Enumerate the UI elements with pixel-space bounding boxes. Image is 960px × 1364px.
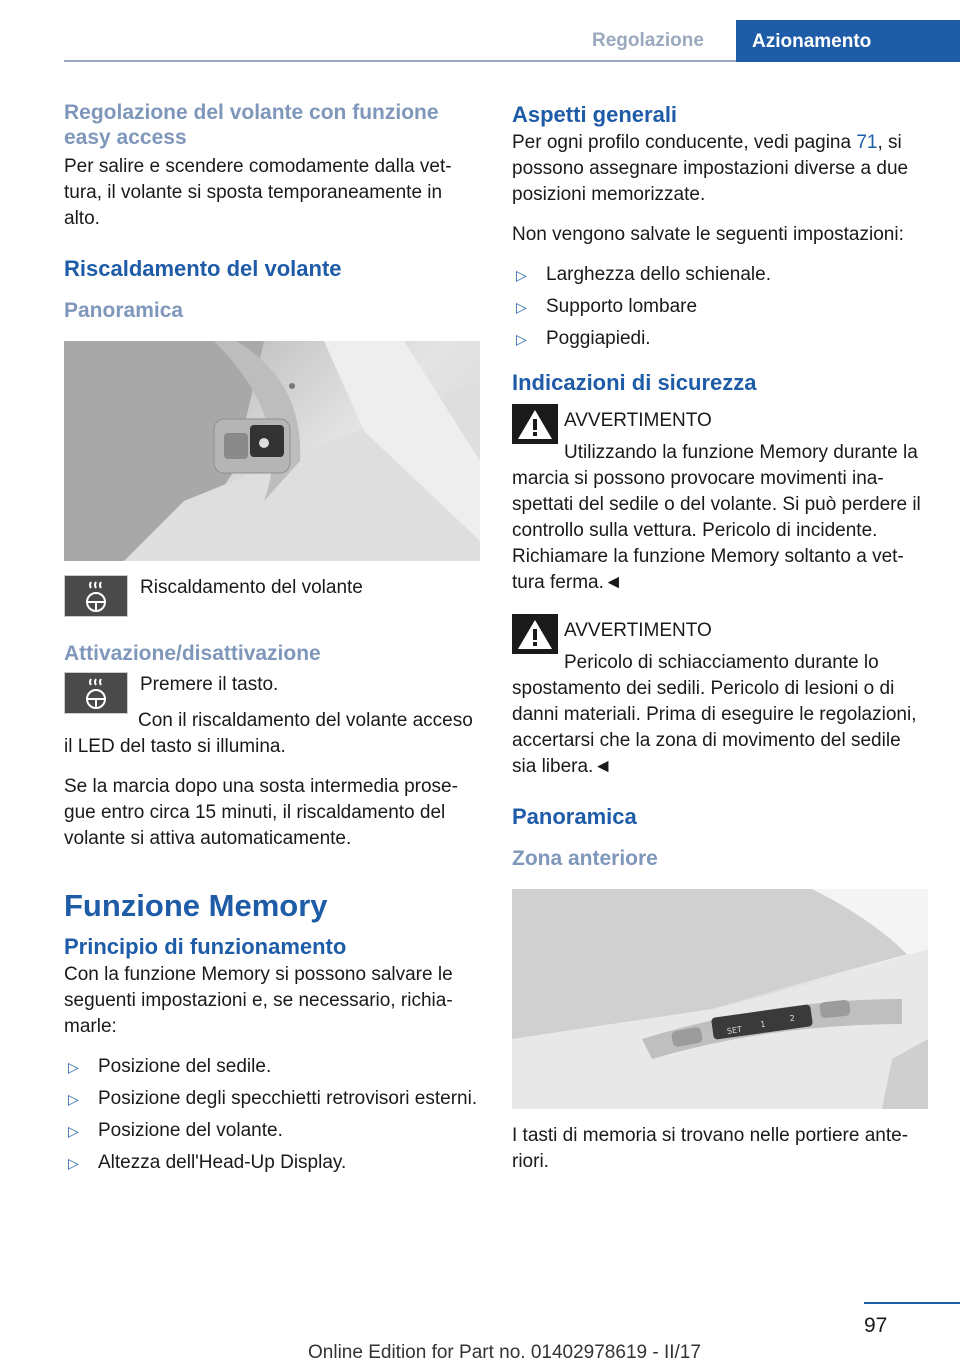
memory-set-button-label: SET	[726, 1024, 743, 1036]
header-section-label: Regolazione	[592, 30, 704, 51]
triangle-bullet-icon: ▷	[516, 331, 527, 347]
memory-2-button-label: 2	[789, 1013, 796, 1024]
warning-block	[512, 404, 928, 596]
led-text: Con il riscaldamento del volante acceso il LED del tasto si illumina.	[64, 710, 473, 757]
easy-access-heading: Regolazione del volante con funzione easy access	[64, 101, 439, 149]
page-number: 97	[864, 1314, 888, 1337]
warning-block	[512, 614, 928, 780]
steering-column-illustration	[64, 341, 480, 561]
steering-wheel-heating-button-icon	[64, 575, 128, 617]
list-item: ▷ Posizione del volante.	[64, 1118, 480, 1144]
general-text: Per ogni profilo conducente, vedi pagina 71, si possono assegnare impostazioni diverse a due posizioni memorizzate.	[512, 132, 909, 205]
heating-caption: Riscaldamento del volante	[140, 577, 363, 598]
principle-heading: Principio di funzionamento	[64, 934, 347, 959]
general-heading: Aspetti generali	[512, 102, 678, 127]
list-item: ▷ Poggiapiedi.	[512, 326, 928, 352]
not-saved-text: Non vengono salvate le seguenti impostazioni:	[512, 224, 904, 245]
memory-title: Funzione Memory	[64, 888, 328, 923]
list-item: ▷ Posizione del sedile.	[64, 1054, 480, 1080]
steering-wheel-heating-button-icon	[64, 672, 128, 714]
heating-overview-heading: Panoramica	[64, 299, 184, 322]
list-item: ▷ Larghezza dello schienale.	[512, 262, 928, 288]
heating-heading: Riscaldamento del volante	[64, 256, 342, 281]
triangle-bullet-icon: ▷	[68, 1155, 79, 1171]
triangle-bullet-icon: ▷	[516, 299, 527, 315]
header-rule	[64, 60, 736, 62]
warning-title: AVVERTIMENTO	[564, 410, 712, 431]
auto-activation-text: Se la marcia dopo una sosta intermedia prosegue entro circa 15 minuti, il riscaldamento del volante si attiva automaticamente.	[64, 776, 458, 849]
safety-heading: Indicazioni di sicurezza	[512, 370, 757, 395]
press-button-text: Premere il tasto.	[140, 674, 279, 695]
memory-settings-list	[64, 1054, 480, 1176]
memory-1-button-label: 1	[759, 1019, 767, 1030]
footer-rule	[864, 1302, 960, 1304]
door-panel-illustration	[512, 889, 928, 1109]
header-chapter-tab	[736, 20, 960, 62]
door-memory-buttons-photo	[512, 889, 928, 1109]
triangle-bullet-icon: ▷	[68, 1059, 79, 1075]
right-column	[512, 100, 928, 1189]
left-column	[64, 100, 480, 1190]
warning-text: Pericolo di schiacciamento durante lo spostamento dei sedili. Pericolo di lesioni o di danni materiali. Prima di eseguire le regolazioni, accertarsi che la zona di movimento del sedile sia libera.◄	[512, 652, 917, 777]
heating-caption-row	[64, 575, 480, 617]
not-saved-list	[512, 262, 928, 352]
list-item: ▷ Altezza dell'Head-Up Display.	[64, 1150, 480, 1176]
page-71-link[interactable]: 71	[856, 132, 878, 153]
header-chapter-label: Azionamento	[752, 31, 872, 52]
edition-text: Online Edition for Part no. 01402978619 - II/17	[308, 1342, 701, 1363]
triangle-bullet-icon: ▷	[516, 267, 527, 283]
list-item: ▷ Supporto lombare	[512, 294, 928, 320]
warning-icon	[512, 614, 558, 654]
warning-icon	[512, 404, 558, 444]
steering-column-photo	[64, 341, 480, 561]
warning-title: AVVERTIMENTO	[564, 620, 712, 641]
activation-heading: Attivazione/disattivazione	[64, 642, 321, 665]
warning-text: Utilizzando la funzione Memory durante la marcia si possono provocare movimenti inaspettati del sedile o del volante. Si può perdere il controllo sulla vettura. Pericolo di incidente. Richiamare la funzione Memory soltanto a vettura ferma.◄	[512, 442, 921, 593]
triangle-bullet-icon: ▷	[68, 1091, 79, 1107]
page-header	[0, 0, 960, 62]
triangle-bullet-icon: ▷	[68, 1123, 79, 1139]
list-item: ▷ Posizione degli specchietti retrovisori esterni.	[64, 1086, 480, 1112]
principle-text: Con la funzione Memory si possono salvare le seguenti impostazioni e, se necessario, richiamarle:	[64, 964, 453, 1037]
memory-buttons-caption: I tasti di memoria si trovano nelle portiere anteriori.	[512, 1125, 909, 1172]
easy-access-text: Per salire e scendere comodamente dalla vettura, il volante si sposta temporaneamente in alto.	[64, 156, 452, 229]
front-zone-heading: Zona anteriore	[512, 847, 658, 870]
overview-heading: Panoramica	[512, 804, 637, 829]
